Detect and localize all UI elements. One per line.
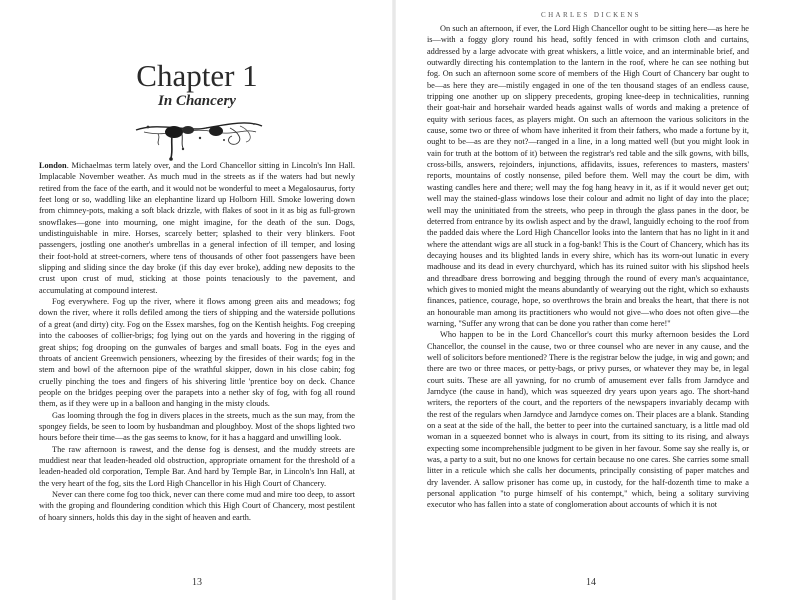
right-page: [394, 0, 788, 600]
chapter-title: Chapter 1: [136, 58, 258, 93]
paragraph: London. Michaelmas term lately over, and the Lord Chancellor sitting in Lincoln's Inn Hall. Implacable November weather. As much mud in the streets as if the waters had but newly retired from the face of the earth, and it would not be wonderful to meet a Megalosaurus, forty feet long or so, waddling like an elephantine lizard up Holborn Hill. Smoke lowering down from chimney-pots, making a soft black drizzle, with flakes of soot in it as big as full-grown snowflakes—gone into mourning, one might imagine, for the death of the sun. Dogs, undistinguishable in mire. Horses, scarcely better; splashed to their very blinkers. Foot passengers, jostling one another's umbrellas in a general infection of ill temper, and losing their foot-hold at street-corners, where tens of thousands of other foot passengers have been slipping and sliding since the day broke (if this day ever broke), adding new deposits to the crust upon crust of mud, sticking at those points tenaciously to the pavement, and accumulating at compound interest.: [39, 161, 355, 295]
right-page-body: [427, 23, 749, 511]
paragraph: On such an afternoon, if ever, the Lord High Chancellor ought to be sitting here—as here he is—with a foggy glory round his head, softly fenced in with crimson cloth and curtains, addressed by a large advocate with great whiskers, a little voice, and an interminable brief, and outwardly directing his contemplation to the lantern in the roof, where he can see nothing but fog. On such an afternoon some score of members of the High Court of Chancery bar ought to be—as here they are—mistily engaged in one of the ten thousand stages of an endless cause, tripping one another up on slippery precedents, groping knee-deep in technicalities, running their goat-hair and horsehair warded heads against walls of words and making a pretence of equity with serious faces, as players might. On such an afternoon the various solicitors in the cause, some two or three of whom have inherited it from their fathers, who made a fortune by it, ought to be—as are they not?—ranged in a line, in a long matted well (but you might look in vain for truth at the bottom of it) between the registrar's red table and the silk gowns, with bills, cross-bills, answers, rejoinders, injunctions, affidavits, issues, references to masters, masters' reports, mountains of costly nonsense, piled before them. Well may the court be dim, with wasting candles here and there; well may the fog hang heavy in it, as if it would never get out; well may the stained-glass windows lose their colour and admit no light of day into the place; well may the uninitiated from the streets, who peep in through the glass panes in the door, be deterred from entrance by its owlish aspect and by the drawl, languidly echoing to the roof from the padded dais where the Lord High Chancellor looks into the lantern that has no light in it and where the attendant wigs are all stuck in a fog-bank! This is the Court of Chancery, which has its decaying houses and its blighted lands in every shire, which has its worn-out lunatic in every madhouse and its dead in every churchyard, which has its ruined suitor with his slipshod heels and threadbare dress borrowing and begging through the round of every man's acquaintance, which gives to monied might the means abundantly of wearying out the right, which so exhausts finances, patience, courage, hope, so overthrows the brain and breaks the heart, that there is not an honourable man among its practitioners who would not give—who does not often give—the warning, "Suffer any wrong that can be done you rather than come here!": [427, 24, 749, 328]
left-page-body: [39, 160, 355, 523]
paragraph: Fog everywhere. Fog up the river, where it flows among green aits and meadows; fog down the river, where it rolls defiled among the tiers of shipping and the waterside pollutions of a great (and dirty) city. Fog on the Essex marshes, fog on the Kentish heights. Fog creeping into the cabooses of collier-brigs; fog lying out on the yards and hovering in the rigging of great ships; fog drooping on the gunwales of barges and small boats. Fog in the eyes and throats of ancient Greenwich pensioners, wheezing by the firesides of their wards; fog in the stem and bowl of the afternoon pipe of the wrathful skipper, down in his close cabin; fog cruelly pinching the toes and fingers of his shivering little 'prentice boy on deck. Chance people on the bridges peeping over the parapets into a nether sky of fog, with fog all round them, as if they were up in a balloon and hanging in the misty clouds.: [39, 297, 355, 409]
paragraph: Never can there come fog too thick, never can there come mud and mire too deep, to assort with the groping and floundering condition which this High Court of Chancery, most pestilent of hoary sinners, holds this day in the sight of heaven and earth.: [39, 489, 355, 522]
lead-word: London: [39, 161, 67, 170]
chapter-subtitle: In Chancery: [158, 93, 236, 109]
page-number: 13: [192, 577, 202, 588]
paragraph: Gas looming through the fog in divers places in the streets, much as the sun may, from the spongey fields, be seen to loom by husbandman and ploughboy. Most of the shops lighted two hours before their time—as the gas seems to know, for it has a haggard and unwilling look.: [39, 410, 355, 443]
page-number: 14: [586, 577, 596, 588]
paragraph: Who happen to be in the Lord Chancellor's court this murky afternoon besides the Lord Chancellor, the counsel in the cause, two or three counsel who are never in any cause, and the well of solicitors before mentioned? There is the registrar below the judge, in wig and gown; and there are two or three maces, or petty-bags, or privy purses, or whatever they may be, in legal court suits. These are all yawning, for no crumb of amusement ever falls from Jarndyce and Jarndyce (the cause in hand), which was squeezed dry years upon years ago. The short-hand writers, the reporters of the court, and the reporters of the newspapers invariably decamp with the rest of the regulars when Jarndyce and Jarndyce comes on. Their places are a blank. Standing on a seat at the side of the hall, the better to peer into the curtained sanctuary, is a little mad old woman in a squeezed bonnet who is always in court, from its sitting to its rising, and always expecting some incomprehensible judgment to be given in her favour. Some say she really is, or was, a party to a suit, but no one knows for certain because no one cares. She carries some small litter in a reticule which she calls her documents, principally consisting of paper matches and dry lavender. A sallow prisoner has come up, in custody, for the half-dozenth time to make a personal application "to purge himself of his contempt," which, being a solitary surviving executor who has fallen into a state of conglomeration about accounts of which it is not: [427, 330, 749, 510]
ink-splash-ornament-icon: [128, 116, 268, 162]
running-head: CHARLES DICKENS: [541, 11, 641, 19]
paragraph: The raw afternoon is rawest, and the dense fog is densest, and the muddy streets are muddiest near that leaden-headed old obstruction, appropriate ornament for the threshold of a leaden-headed old corporation, Temple Bar. And hard by Temple Bar, in Lincoln's Inn Hall, at the very heart of the fog, sits the Lord High Chancellor in his High Court of Chancery.: [39, 444, 355, 488]
